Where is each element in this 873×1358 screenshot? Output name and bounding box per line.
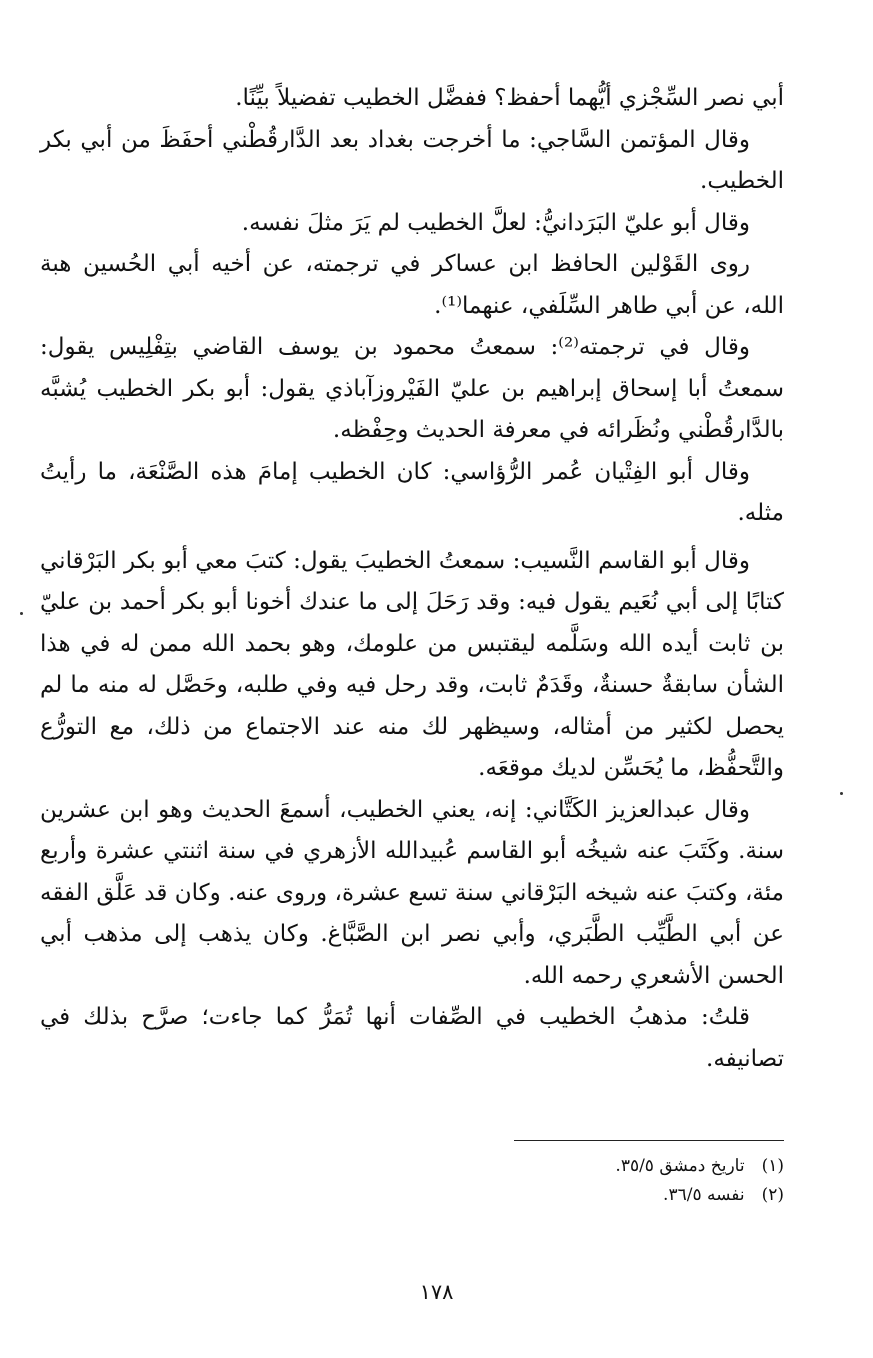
scan-speck: [840, 792, 843, 795]
paragraph-3: وقال أبو عليّ البَرَدانيُّ: لعلَّ الخطيب لم يَرَ مثلَ نفسه.: [241, 209, 750, 236]
paragraph-7: وقال أبو القاسم النَّسيب: سمعتُ الخطيبَ يقول: كتبَ معي أبو بكر البَرْقاني كتابًا إلى أبي نُعَيم يقول فيه: وقد رَحَلَ إلى ما عندك أخونا أبو بكر أحمد بن عليّ بن ثابت أيده الله وسَلَّمه ليقتبس من علومك، وهو بحمد الله ممن له في هذا الشأن سابقةٌ حسنةٌ، وقَدَمٌ ثابت، وقد رحل فيه وفي طلبه، وحَصَّل له منه ما لم يحصل لكثير من أمثاله، وسيظهر لك منه عند الاجتماع من ذلك، مع التورُّع والتَّحفُّظ، ما يُحَسِّن لديك موقعَه.: [40, 547, 784, 781]
paragraph-6: وقال أبو الفِتْيان عُمر الرُّؤاسي: كان الخطيب إمامَ هذه الصَّنْعَة، ما رأيتُ مثله.: [40, 458, 784, 526]
scan-speck: [20, 612, 23, 615]
footnote-text: نفسه ٣٦/٥.: [663, 1185, 745, 1205]
footnote-number: (٢): [761, 1185, 784, 1205]
footnote-divider: [514, 1140, 784, 1141]
paragraph-4: روى القَوْلين الحافظ ابن عساكر في ترجمته، عن أخيه أبي الحُسين هبة الله، عن أبي طاهر السِّلَفي، عنهما⁽¹⁾.: [40, 251, 784, 319]
footnotes: [300, 1152, 784, 1210]
paragraph-9: قلتُ: مذهبُ الخطيب في الصِّفات أنها تُمَرُّ كما جاءت؛ صرَّح بذلك في تصانيفه.: [40, 1004, 784, 1072]
main-text: [40, 78, 784, 1080]
footnote-1: [300, 1152, 784, 1181]
paragraph-5: وقال في ترجمته⁽²⁾: سمعتُ محمود بن يوسف القاضي بتِفْلِيس يقول: سمعتُ أبا إسحاق إبراهيم بن عليّ الفَيْروزآباذي يقول: أبو بكر الخطيب يُشبَّه بالدَّارقُطْني ونُظَرائه في معرفة الحديث وحِفْظه.: [40, 334, 784, 443]
footnote-text: تاريخ دمشق ٣٥/٥.: [615, 1156, 745, 1176]
paragraph-1: أبي نصر السِّجْزي أيُّهما أحفظ؟ ففضَّل الخطيب تفضيلاً بيِّنًا.: [235, 85, 784, 111]
footnote-2: [300, 1181, 784, 1210]
paragraph-2: وقال المؤتمن السَّاجي: ما أخرجت بغداد بعد الدَّارقُطْني أحفَظَ من أبي بكر الخطيب.: [40, 126, 784, 194]
paragraph-8: وقال عبدالعزيز الكَتَّاني: إنه، يعني الخطيب، أسمعَ الحديث وهو ابن عشرين سنة. وكَتَبَ عنه شيخُه أبو القاسم عُبيدالله الأزهري في سنة اثنتي عشرة وأربع مئة، وكتبَ عنه شيخه البَرْقاني سنة تسع عشرة، وروى عنه. وكان قد عَلَّق الفقه عن أبي الطَّيِّب الطَّبَري، وأبي نصر ابن الصَّبَّاغ. وكان يذهب إلى مذهب أبي الحسن الأشعري رحمه الله.: [40, 796, 784, 989]
page-number: ١٧٨: [419, 1280, 454, 1304]
footnote-number: (١): [761, 1156, 784, 1176]
